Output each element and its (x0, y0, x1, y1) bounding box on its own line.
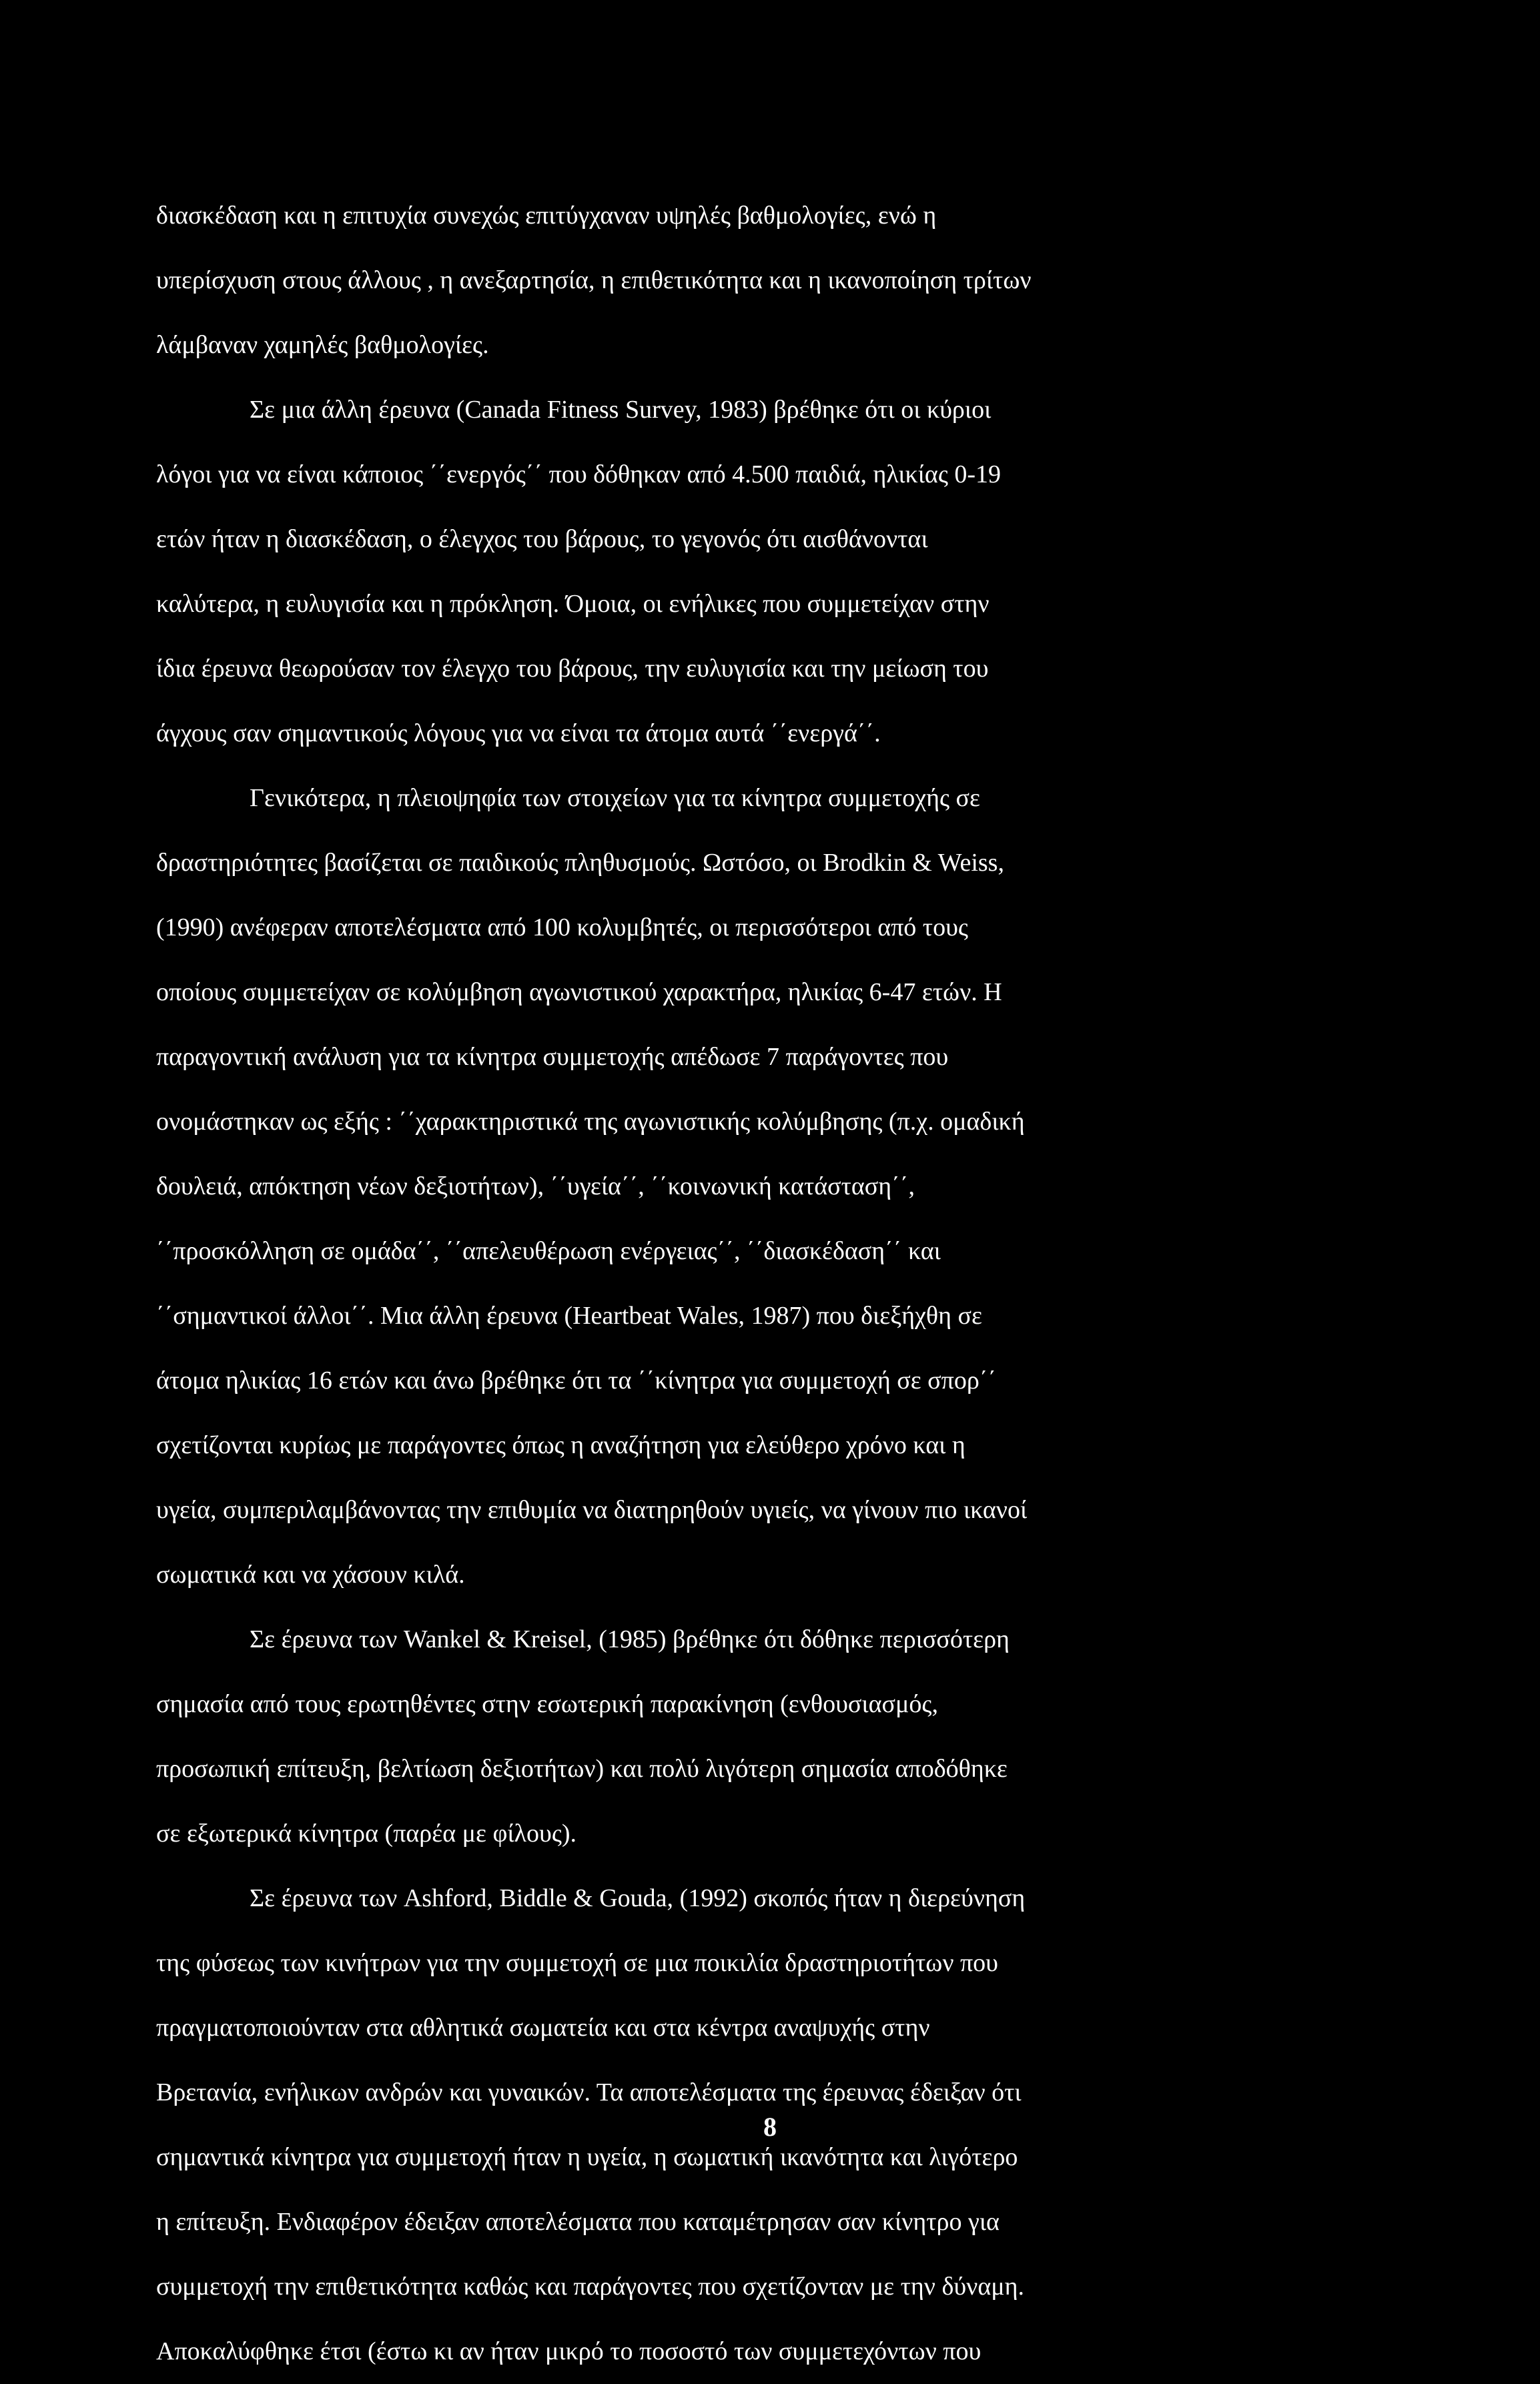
text-line: η επίτευξη. Ενδιαφέρον έδειξαν αποτελέσματα που καταμέτρησαν σαν κίνητρο για (156, 2208, 1000, 2236)
page-number: 8 (763, 2112, 777, 2142)
text-line: οποίους συμμετείχαν σε κολύμβηση αγωνιστικού χαρακτήρα, ηλικίας 6-47 ετών. Η (156, 978, 1002, 1006)
text-line: ΄΄σημαντικοί άλλοι΄΄. Μια άλλη έρευνα (Heartbeat Wales, 1987) που διεξήχθη σε (156, 1302, 982, 1330)
text-line: Γενικότερα, η πλειοψηφία των στοιχείων για τα κίνητρα συμμετοχής σε (250, 784, 980, 812)
text-line: ονομάστηκαν ως εξής : ΄΄χαρακτηριστικά της αγωνιστικής κολύμβησης (π.χ. ομαδική (156, 1108, 1025, 1136)
text-line: Σε έρευνα των Ashford, Biddle & Gouda, (1992) σκοπός ήταν η διερεύνηση (250, 1884, 1026, 1912)
text-line: της φύσεως των κινήτρων για την συμμετοχή σε μια ποικιλία δραστηριοτήτων που (156, 1949, 998, 1977)
text-line: λάμβαναν χαμηλές βαθμολογίες. (156, 331, 489, 359)
text-line: Βρετανία, ενήλικων ανδρών και γυναικών. Τα αποτελέσματα της έρευνας έδειξαν ότι (156, 2078, 1022, 2106)
text-line: σημαντικά κίνητρα για συμμετοχή ήταν η υγεία, η σωματική ικανότητα και λιγότερο (156, 2143, 1018, 2171)
text-line: Σε έρευνα των Wankel & Kreisel, (1985) βρέθηκε ότι δόθηκε περισσότερη (250, 1625, 1010, 1653)
text-line: σημασία από τους ερωτηθέντες στην εσωτερική παρακίνηση (ενθουσιασμός, (156, 1690, 938, 1718)
text-line: σε εξωτερικά κίνητρα (παρέα με φίλους). (156, 1820, 577, 1848)
text-line: ίδια έρευνα θεωρούσαν τον έλεγχο του βάρους, την ευλυγισία και την μείωση του (156, 655, 989, 683)
text-line: δραστηριότητες βασίζεται σε παιδικούς πληθυσμούς. Ωστόσο, οι Brodkin & Weiss, (156, 849, 1004, 877)
text-line: καλύτερα, η ευλυγισία και η πρόκληση. Όμοια, οι ενήλικες που συμμετείχαν στην (156, 590, 990, 618)
text-line: σχετίζονται κυρίως με παράγοντες όπως η αναζήτηση για ελεύθερο χρόνο και η (156, 1431, 966, 1459)
text-line: (1990) ανέφεραν αποτελέσματα από 100 κολυμβητές, οι περισσότεροι από τους (156, 913, 968, 941)
text-line: άτομα ηλικίας 16 ετών και άνω βρέθηκε ότι τα ΄΄κίνητρα για συμμετοχή σε σπορ΄΄ (156, 1366, 997, 1395)
text-line: δουλειά, απόκτηση νέων δεξιοτήτων), ΄΄υγεία΄΄, ΄΄κοινωνική κατάσταση΄΄, (156, 1172, 915, 1200)
text-line: υπερίσχυση στους άλλους , η ανεξαρτησία, η επιθετικότητα και η ικανοποίηση τρίτων (156, 266, 1032, 294)
text-line: λόγοι για να είναι κάποιος ΄΄ενεργός΄΄ που δόθηκαν από 4.500 παιδιά, ηλικίας 0-19 (156, 460, 1002, 488)
text-line: πραγματοποιούνταν στα αθλητικά σωματεία και στα κέντρα αναψυχής στην (156, 2014, 930, 2042)
text-line: Αποκαλύφθηκε έτσι (έστω κι αν ήταν μικρό το ποσοστό των συμμετεχόντων που (156, 2337, 982, 2365)
text-line: συμμετοχή την επιθετικότητα καθώς και παράγοντες που σχετίζονταν με την δύναμη. (156, 2273, 1025, 2301)
text-line: άγχους σαν σημαντικούς λόγους για να είναι τα άτομα αυτά ΄΄ενεργά΄΄. (156, 719, 881, 747)
text-line: ετών ήταν η διασκέδαση, ο έλεγχος του βάρους, το γεγονός ότι αισθάνονται (156, 525, 928, 553)
text-line: παραγοντική ανάλυση για τα κίνητρα συμμετοχής απέδωσε 7 παράγοντες που (156, 1043, 949, 1071)
body-text (156, 183, 1284, 2384)
text-line: ΄΄προσκόλληση σε ομάδα΄΄, ΄΄απελευθέρωση ενέργειας΄΄, ΄΄διασκέδαση΄΄ και (156, 1237, 941, 1265)
text-line: σωματικά και να χάσουν κιλά. (156, 1561, 465, 1589)
text-line: διασκέδαση και η επιτυχία συνεχώς επιτύγχαναν υψηλές βαθμολογίες, ενώ η (156, 202, 937, 230)
text-line: προσωπική επίτευξη, βελτίωση δεξιοτήτων) και πολύ λιγότερη σημασία αποδόθηκε (156, 1755, 1008, 1783)
text-line: υγεία, συμπεριλαμβάνοντας την επιθυμία να διατηρηθούν υγιείς, να γίνουν πιο ικανοί (156, 1496, 1028, 1524)
text-line: Σε μια άλλη έρευνα (Canada Fitness Survey, 1983) βρέθηκε ότι οι κύριοι (250, 396, 992, 424)
